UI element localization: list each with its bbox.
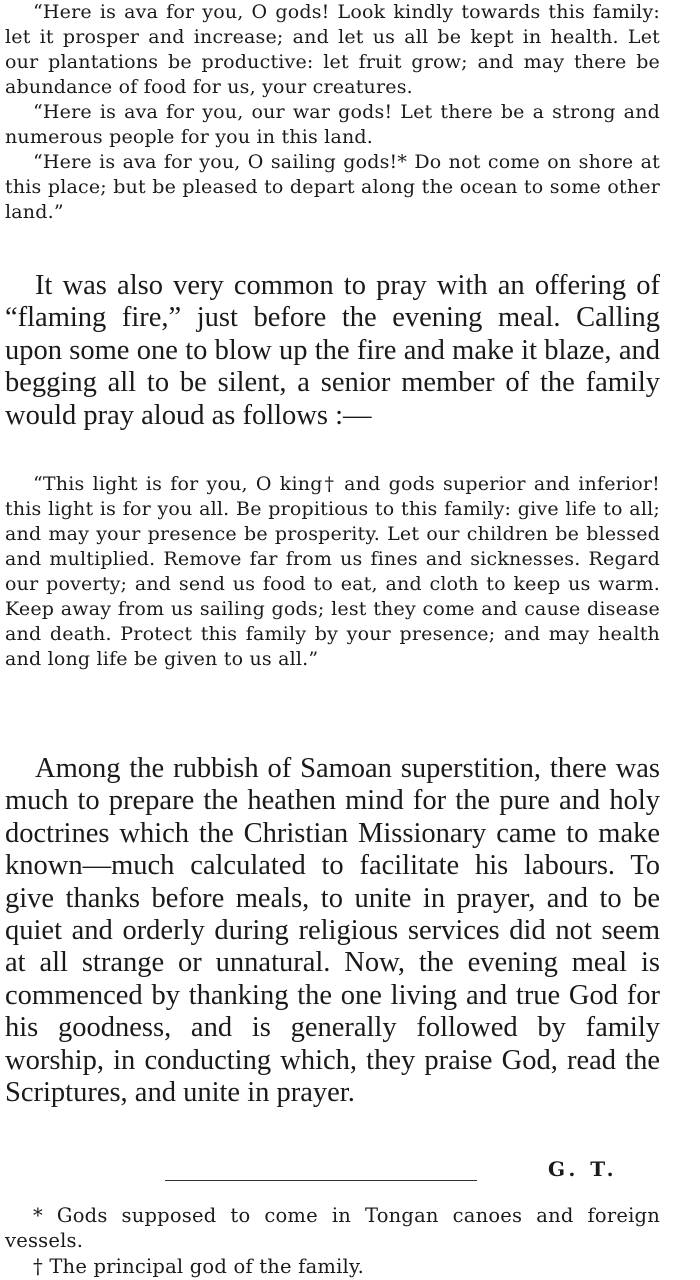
quote-paragraph: “Here is ava for you, O sailing gods!* Do not come on shore at this place; but be pleased to depart along the ocean to some other land.” bbox=[5, 151, 660, 223]
body-paragraph: Among the rubbish of Samoan superstition, there was much to prepare the heathen mind for the pure and holy doctrines which the Christian Missionary came to make known—much calculated to facilitate his labours. To give thanks before meals, to unite in prayer, and to be quiet and orderly during religious services did not seem at all strange or unnatural. Now, the evening meal is commenced by thanking the one living and true God for his goodness, and is generally followed by family worship, in conducting which, they praise God, read the Scriptures, and unite in prayer. bbox=[5, 753, 660, 1109]
body-paragraph: It was also very common to pray with an offering of “flaming fire,” just before the evening meal. Calling upon some one to blow up the fire and make it blaze, and begging all to be silent, a senior member of the family would pray aloud as follows :— bbox=[5, 270, 660, 431]
footnote: * Gods supposed to come in Tongan canoes and foreign vessels. bbox=[5, 1204, 660, 1252]
quote-paragraph: “Here is ava for you, our war gods! Let there be a strong and numerous people for you in this land. bbox=[5, 101, 660, 148]
author-signature: G. T. bbox=[548, 1157, 618, 1181]
quote-block-fire-prayer: “This light is for you, O king† and gods superior and inferior! this light is for you all. Be propitious to this family: give life to all; and may your presence be prosperity. Let our children be blessed and multiplied. Remove far from us fines and sicknesses. Regard our poverty; and send us food to eat, and cloth to keep us warm. Keep away from us sailing gods; lest they come and cause disease and death. Protect this family by your presence; and may health and long life be given to us all.” bbox=[5, 473, 660, 670]
section-divider bbox=[165, 1180, 477, 1181]
quote-paragraph: “Here is ava for you, O gods! Look kindly towards this family: let it prosper and increase; and let us all be kept in health. Let our plantations be productive: let fruit grow; and may there be abundance of food for us, your creatures. bbox=[5, 1, 660, 98]
quote-block-ava bbox=[5, 0, 660, 225]
footnote: † The principal god of the family. bbox=[33, 1255, 364, 1278]
